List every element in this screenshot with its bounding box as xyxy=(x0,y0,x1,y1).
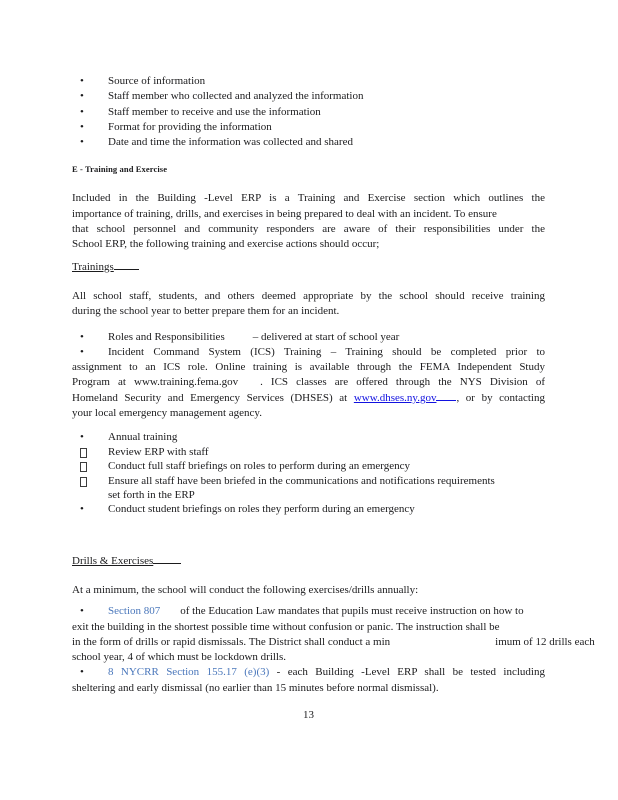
text-line: importance of training, drills, and exercises in being prepared to deal with an incident. To ensure xyxy=(72,207,497,220)
training-bullet-list xyxy=(72,330,545,422)
drills-exercises-heading xyxy=(72,554,545,569)
box-bullet-icon xyxy=(80,477,87,487)
spacer xyxy=(160,613,180,614)
list-item: • Annual training xyxy=(80,431,178,444)
spacer xyxy=(225,339,253,340)
training-intro-paragraph xyxy=(72,191,545,252)
trainings-paragraph xyxy=(72,289,545,320)
bullet-icon: • xyxy=(80,666,84,679)
bullet-icon: • xyxy=(80,605,84,618)
list-item: • Source of information xyxy=(72,74,545,89)
list-item: • Conduct student briefings on roles they perform during an emergency xyxy=(80,503,415,516)
text-line: set forth in the ERP xyxy=(108,488,195,501)
bullet-icon: • xyxy=(80,120,84,133)
bullet-icon: • xyxy=(80,90,84,103)
text-line: Homeland Security and Emergency Services (DHSES) at www.dhses.ny.gov , or by contacting xyxy=(72,391,545,404)
text-line: Program at www.training.fema.gov . ICS classes are offered through the NYS Division of xyxy=(72,376,545,389)
list-item: • Format for providing the information xyxy=(72,120,545,135)
list-item: • Date and time the information was collected and shared xyxy=(72,135,545,150)
box-bullet-icon xyxy=(80,448,87,458)
text-line: in the form of drills or rapid dismissals. The District shall conduct a min imum of 12 drills each xyxy=(72,635,595,648)
bullet-icon: • xyxy=(80,431,84,444)
text-line: during the school year to better prepare them for an incident. xyxy=(72,305,340,318)
drills-bullet-list xyxy=(72,604,595,696)
bullet-icon: • xyxy=(80,105,84,118)
bullet-icon: • xyxy=(80,345,84,358)
trainings-heading-text: Trainings xyxy=(72,260,114,273)
annual-training-list xyxy=(72,430,545,516)
drills-intro-paragraph: At a minimum, the school will conduct the following exercises/drills annually: xyxy=(72,583,419,596)
text-line: assignment to an ICS role. Online training is available through the FEMA Independent Study xyxy=(72,361,545,374)
bullet-icon: • xyxy=(80,136,84,149)
list-item: • Roles and Responsibilities – delivered at start of school year xyxy=(72,330,545,345)
list-item: • Staff member to receive and use the information xyxy=(72,105,545,120)
info-sharing-bullet-list xyxy=(72,74,545,150)
list-item: Conduct full staff briefings on roles to perform during an emergency xyxy=(72,459,545,473)
text-line: sheltering and early dismissal (no earlier than 15 minutes before normal dismissal). xyxy=(72,681,439,694)
bullet-icon: • xyxy=(80,75,84,87)
trainings-heading xyxy=(72,260,545,275)
training-exercise-section-heading: E - Training and Exercise xyxy=(72,164,168,175)
legal-reference-text: 8 NYCRR Section 155.17 (e)(3) xyxy=(108,666,270,679)
page-number: 13 xyxy=(303,709,314,722)
drills-exercises-heading-text: Drills & Exercises xyxy=(72,554,154,567)
dhses-gov-link[interactable]: www.dhses.ny.gov xyxy=(353,391,437,404)
list-item: Ensure all staff have been briefed in the communications and notifications requirements xyxy=(72,474,545,488)
list-item: • Section 807 of the Education Law mandates that pupils must receive instruction on how to xyxy=(72,604,545,619)
text-line: All school staff, students, and others deemed appropriate by the school should receive training xyxy=(72,289,545,302)
legal-reference-text: Section 807 xyxy=(108,605,161,618)
text-line: your local emergency management agency. xyxy=(72,407,262,420)
list-item: Review ERP with staff xyxy=(72,445,545,459)
list-item: • Incident Command System (ICS) Training – Training should be completed prior to xyxy=(72,345,545,360)
underline-tail xyxy=(153,560,181,564)
bullet-icon: • xyxy=(80,330,84,343)
spacer xyxy=(390,644,495,645)
text-line: that school personnel and community responders are aware of their responsibilities under the xyxy=(72,223,545,236)
bullet-icon: • xyxy=(80,503,84,516)
spacer xyxy=(238,384,260,385)
list-item: • Staff member who collected and analyzed the information xyxy=(72,89,545,104)
text-line: school year, 4 of which must be lockdown drills. xyxy=(72,651,287,664)
list-item: • 8 NYCRR Section 155.17 (e)(3) - each Building -Level ERP shall be tested including xyxy=(72,665,545,680)
text-line: exit the building in the shortest possible time without confusion or panic. The instruction shall be xyxy=(72,620,500,633)
underline-tail xyxy=(114,266,139,270)
spacer xyxy=(436,397,456,401)
text-line: Included in the Building -Level ERP is a Training and Exercise section which outlines the xyxy=(72,192,545,205)
box-bullet-icon xyxy=(80,462,87,472)
text-line: School ERP, the following training and exercise actions should occur; xyxy=(72,238,380,251)
